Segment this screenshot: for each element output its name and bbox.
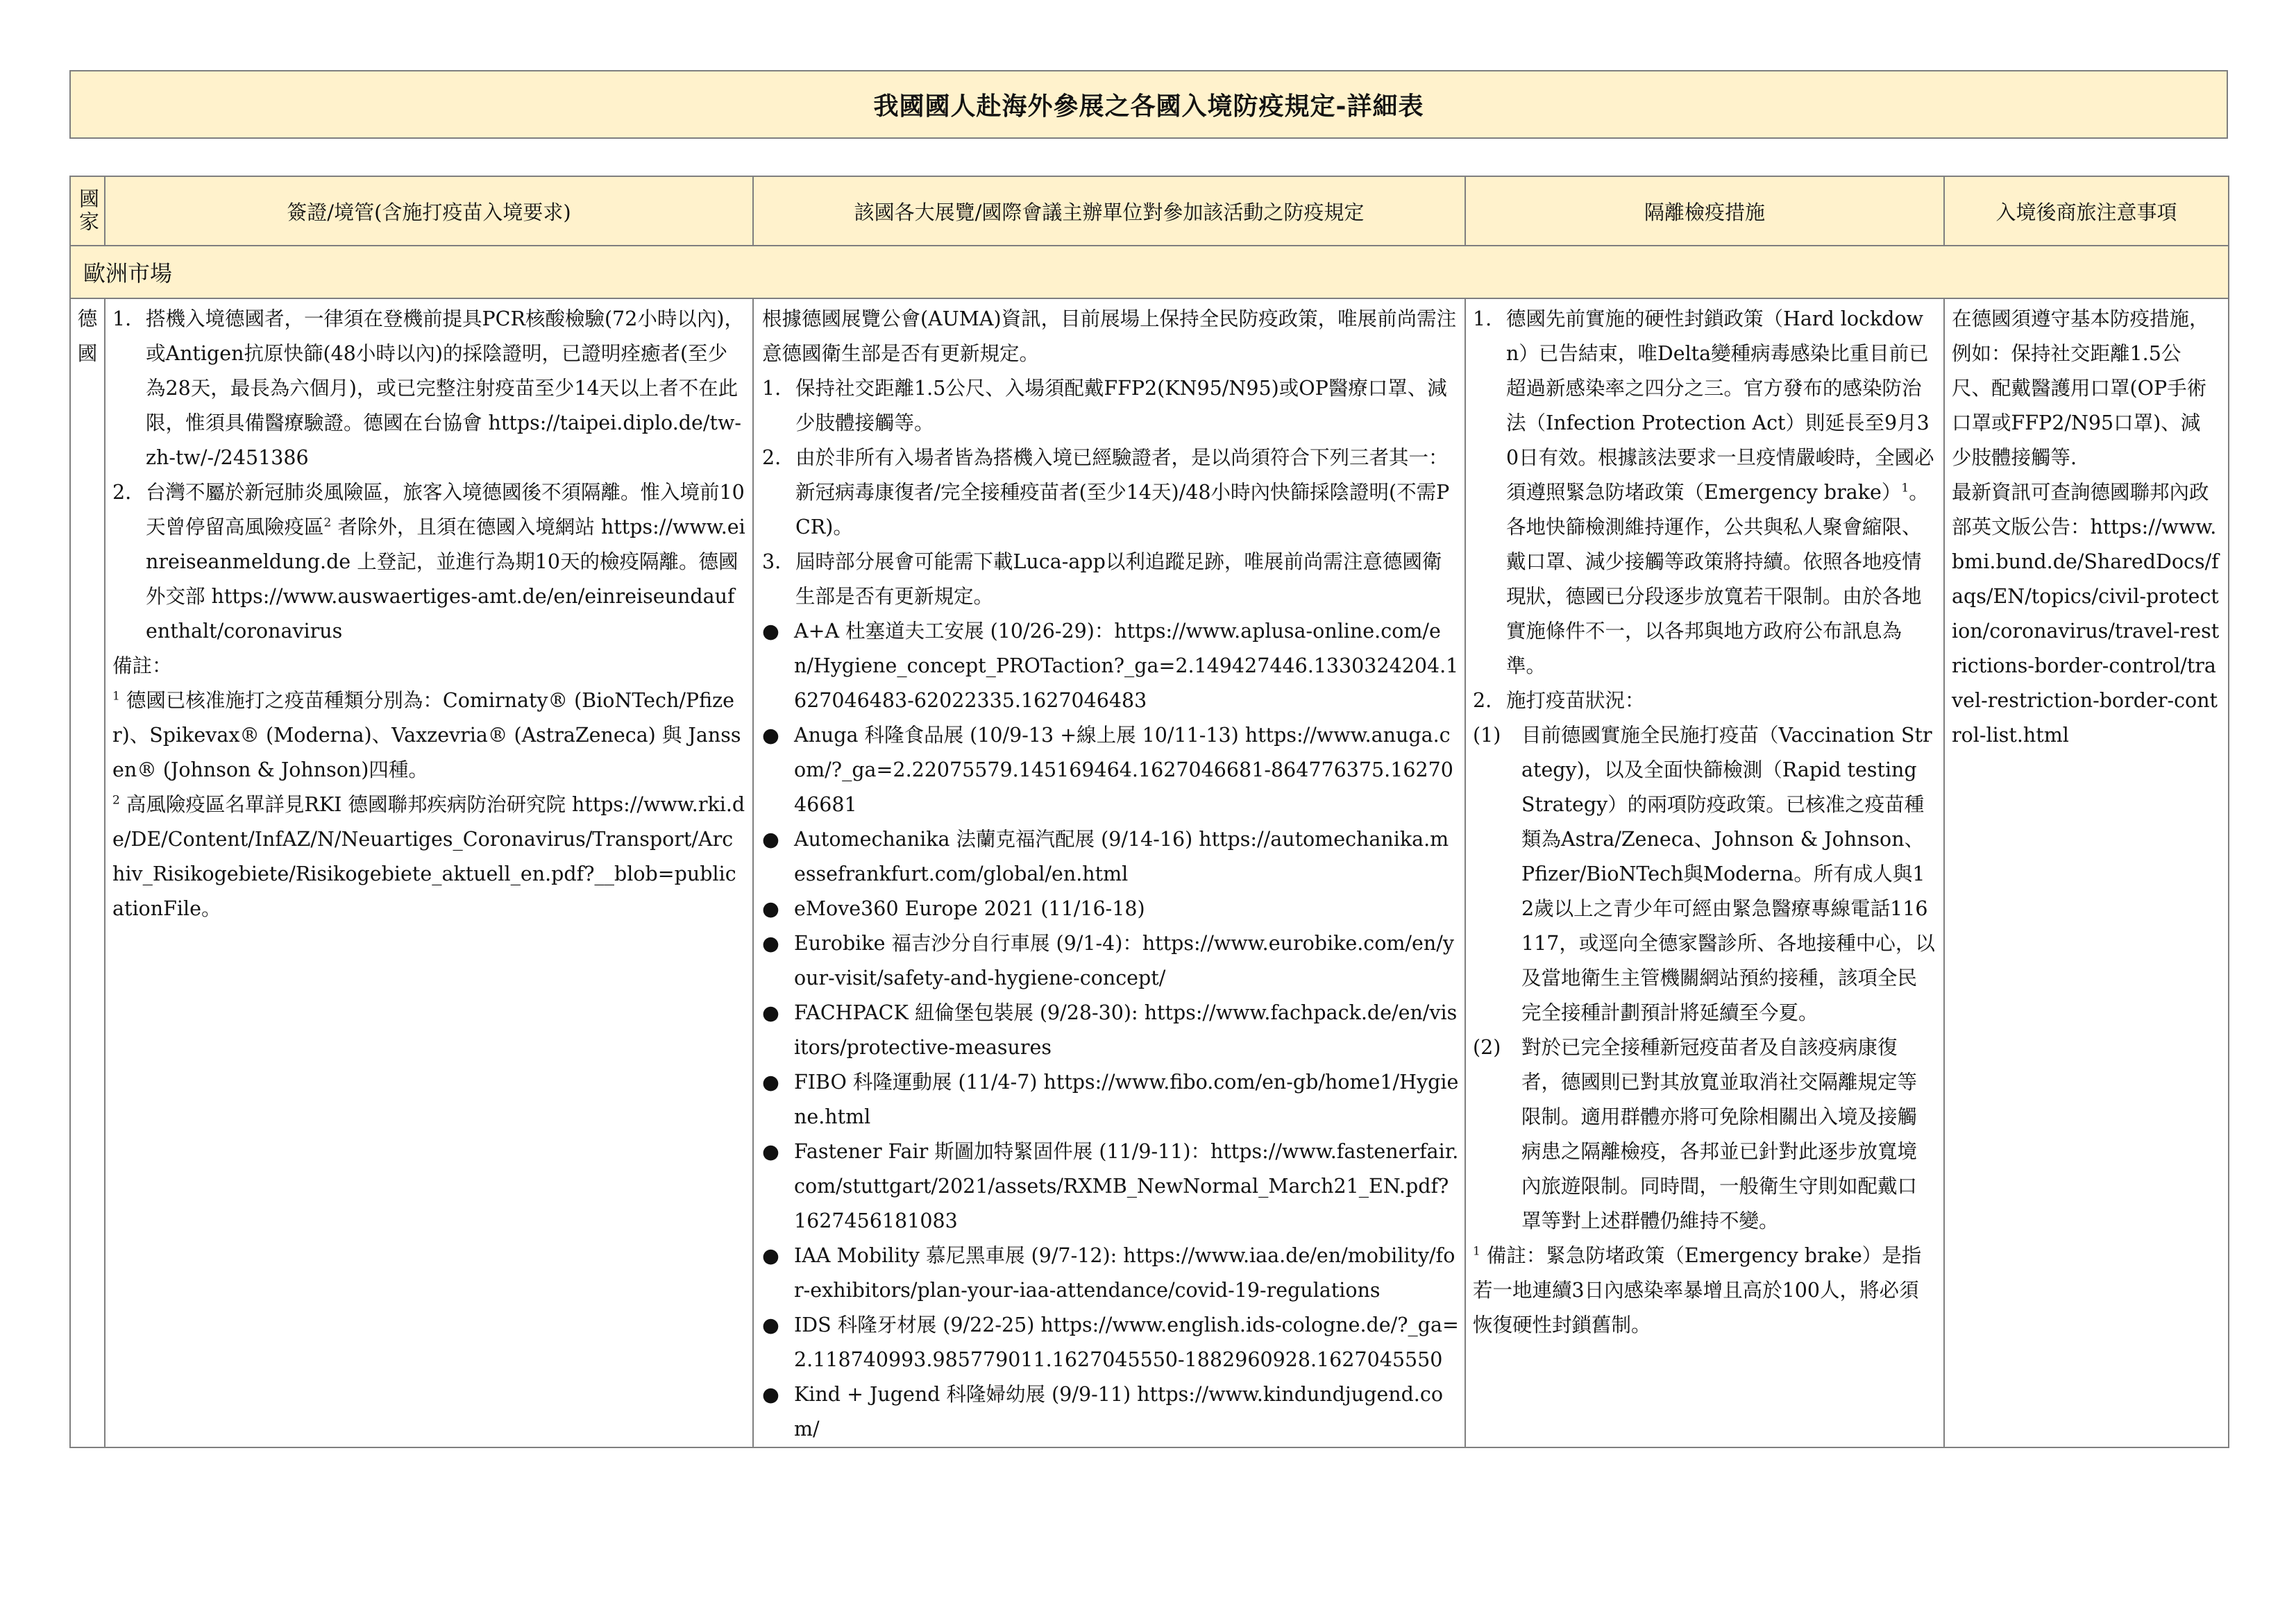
bullet-icon: ● xyxy=(762,1244,779,1267)
bullet-icon: ● xyxy=(762,1314,779,1336)
bullet-icon: ● xyxy=(762,828,779,851)
footnote-2: $^2$ 高風險疫區名單詳見RKI 德國聯邦疾病防治研究院 https://www.rki.de/DE/Content/InfAZ/N/Neuartiges_Coronavirus/Transport/Archiv_Risikogebiete/Risikogebiete_aktuell_en.pdf?__blob=publicationFile。 xyxy=(112,793,745,920)
quarantine-item: 2. 施打疫苗狀況： xyxy=(1473,689,1645,712)
fair-item: ● Eurobike 福吉沙分自行車展 (9/1-4)：https://www.eurobike.com/en/your-visit/safety-and-hygiene-concept/ xyxy=(762,926,1459,996)
events-rule: 1. 保持社交距離1.5公尺、入場須配戴FFP2(KN95/N95)或OP醫療口罩、減少肢體接觸等。 xyxy=(762,377,1447,434)
header-events: 該國各大展覽/國際會議主辦單位對參加該活動之防疫規定 xyxy=(753,176,1465,246)
events-cell xyxy=(753,298,1465,1447)
region-label: 歐洲市場 xyxy=(70,246,2229,298)
events-intro: 根據德國展覽公會(AUMA)資訊，目前展場上保持全民防疫政策，唯展前尚需注意德國衛生部是否有更新規定。 xyxy=(762,307,1457,365)
fair-item: ● FIBO 科隆運動展 (11/4-7) https://www.fibo.com/en-gb/home1/Hygiene.html xyxy=(762,1065,1459,1135)
quarantine-subitem: (1) 目前德國實施全民施打疫苗（Vaccination Strategy)，以及全面快篩檢測（Rapid testing Strategy）的兩項防疫政策。已核准之疫苗種類為Astra/Zeneca、Johnson & Johnson、Pfizer/BioNTech與Moderna。所有成人與12歲以上之青少年可經由緊急醫療專線電話116117，或逕向全德家醫診所、各地接種中心，以及當地衛生主管機關網站預約接種，該項全民完全接種計劃預計將延續至今夏。 xyxy=(1473,724,1935,1024)
fair-item: ● Automechanika 法蘭克福汽配展 (9/14-16) https://automechanika.messefrankfurt.com/global/en.html xyxy=(762,822,1459,892)
bullet-icon: ● xyxy=(762,897,779,920)
notes-paragraph: 在德國須遵守基本防疫措施，例如：保持社交距離1.5公尺、配戴醫護用口罩(OP手術口罩或FFP2/N95口罩)、減少肢體接觸等. xyxy=(1952,307,2209,469)
quarantine-footnote: $^1$ 備註：緊急防堵政策（Emergency brake）是指若一地連續3日內感染率暴增且高於100人，將必須恢復硬性封鎖舊制。 xyxy=(1473,1244,1922,1336)
bullet-icon: ● xyxy=(762,1001,779,1024)
regulations-table xyxy=(69,176,2229,1448)
notes-paragraph: 最新資訊可查詢德國聯邦內政部英文版公告：https://www.bmi.bund.de/SharedDocs/faqs/EN/topics/civil-protection/coronavirus/travel-restrictions-border-control/travel-restriction-border-control-list.html xyxy=(1952,481,2220,747)
quarantine-cell xyxy=(1465,298,1944,1447)
quarantine-item: 1. 德國先前實施的硬性封鎖政策（Hard lockdown）已告結束，唯Delta變種病毒感染比重目前已超過新感染率之四分之三。官方發布的感染防治法（Infection Protection Act）則延長至9月30日有效。根據該法要求一旦疫情嚴峻時，全國必須遵照緊急防堵政策（Emergency brake）$^1$。各地快篩檢測維持運作，公共與私人聚會縮限、戴口罩、減少接觸等政策將持續。依照各地疫情現狀，德國已分段逐步放寬若干限制。由於各地實施條件不一，以各邦與地方政府公布訊息為準。 xyxy=(1473,307,1934,677)
fair-item: ● Anuga 科隆食品展 (10/9-13 +線上展 10/11-13) https://www.anuga.com/?_ga=2.22075579.145169464.1627046681-864776375.1627046681 xyxy=(762,718,1459,822)
header-country: 國家 xyxy=(70,176,105,246)
country-row xyxy=(70,298,2229,1447)
events-rule: 3. 屆時部分展會可能需下載Luca-app以利追蹤足跡，唯展前尚需注意德國衛生部是否有更新規定。 xyxy=(762,550,1442,608)
fair-item: ● IDS 科隆牙材展 (9/22-25) https://www.english.ids-cologne.de/?_ga=2.118740993.985779011.1627045550-1882960928.1627045550 xyxy=(762,1308,1459,1377)
fair-item: ● IAA Mobility 慕尼黑車展 (9/7-12): https://www.iaa.de/en/mobility/for-exhibitors/plan-your-iaa-attendance/covid-19-regulations xyxy=(762,1239,1459,1308)
visa-item: 2. 台灣不屬於新冠肺炎風險區，旅客入境德國後不須隔離。惟入境前10天曾停留高風險疫區$^2$ 者除外，且須在德國入境網站 https://www.einreiseanmeldung.de 上登記，並進行為期10天的檢疫隔離。德國外交部 https://www.auswaertiges-amt.de/en/einreiseundaufenthalt/coronavirus xyxy=(112,481,745,643)
fair-item: ● FACHPACK 紐倫堡包裝展 (9/28-30): https://www.fachpack.de/en/visitors/protective-measures xyxy=(762,996,1459,1065)
header-visa: 簽證/境管(含施打疫苗入境要求) xyxy=(105,176,753,246)
bullet-icon: ● xyxy=(762,1140,779,1163)
bullet-icon: ● xyxy=(762,1071,779,1094)
fair-item: ● Kind + Jugend 科隆婦幼展 (9/9-11) https://www.kindundjugend.com/ xyxy=(762,1377,1459,1447)
fair-item: ● Fastener Fair 斯圖加特緊固件展 (11/9-11)：https://www.fastenerfair.com/stuttgart/2021/assets/RXMB_NewNormal_March21_EN.pdf?1627456181083 xyxy=(762,1135,1459,1239)
events-rule: 2. 由於非所有入場者皆為搭機入境已經驗證者，是以尚須符合下列三者其一：新冠病毒康復者/完全接種疫苗者(至少14天)/48小時內快篩採陰證明(不需PCR)。 xyxy=(762,446,1450,538)
header-notes: 入境後商旅注意事項 xyxy=(1944,176,2229,246)
header-row xyxy=(70,176,2229,246)
region-row xyxy=(70,246,2229,298)
fair-item: ● eMove360 Europe 2021 (11/16-18) xyxy=(762,892,1459,926)
bullet-icon: ● xyxy=(762,932,779,955)
fair-item: ● A+A 杜塞道夫工安展 (10/26-29)：https://www.aplusa-online.com/en/Hygiene_concept_PROTaction?_ga=2.149427446.1330324204.1627046483-62022335.1627046483 xyxy=(762,614,1459,718)
quarantine-subitem: (2) 對於已完全接種新冠疫苗者及自該疫病康復者，德國則已對其放寬並取消社交隔離規定等限制。適用群體亦將可免除相關出入境及接觸病患之隔離檢疫，各邦並已針對此逐步放寬境內旅遊限制。同時間，一般衛生守則如配戴口罩等對上述群體仍維持不變。 xyxy=(1473,1036,1918,1232)
remark-label: 備註： xyxy=(112,654,172,677)
bullet-icon: ● xyxy=(762,1383,779,1406)
notes-cell xyxy=(1944,298,2229,1447)
bullet-icon: ● xyxy=(762,620,779,643)
page-title: 我國國人赴海外參展之各國入境防疫規定-詳細表 xyxy=(69,70,2228,139)
bullet-icon: ● xyxy=(762,724,779,747)
country-name: 德國 xyxy=(70,298,105,1447)
visa-item: 1. 搭機入境德國者，一律須在登機前提具PCR核酸檢驗(72小時以內)，或Antigen抗原快篩(48小時以內)的採陰證明，已證明痊癒者(至少為28天，最長為六個月)，或已完整注射疫苗至少14天以上者不在此限，惟須具備醫療驗證。德國在台協會 https://taipei.diplo.de/tw-zh-tw/-/2451386 xyxy=(112,307,744,469)
footnote-1: $^1$ 德國已核准施打之疫苗種類分別為：Comirnaty® (BioNTech/Pfizer)、Spikevax® (Moderna)、Vaxzevria® (AstraZeneca) 與 Janssen® (Johnson & Johnson)四種。 xyxy=(112,689,741,781)
header-quarantine: 隔離檢疫措施 xyxy=(1465,176,1944,246)
visa-cell xyxy=(105,298,753,1447)
